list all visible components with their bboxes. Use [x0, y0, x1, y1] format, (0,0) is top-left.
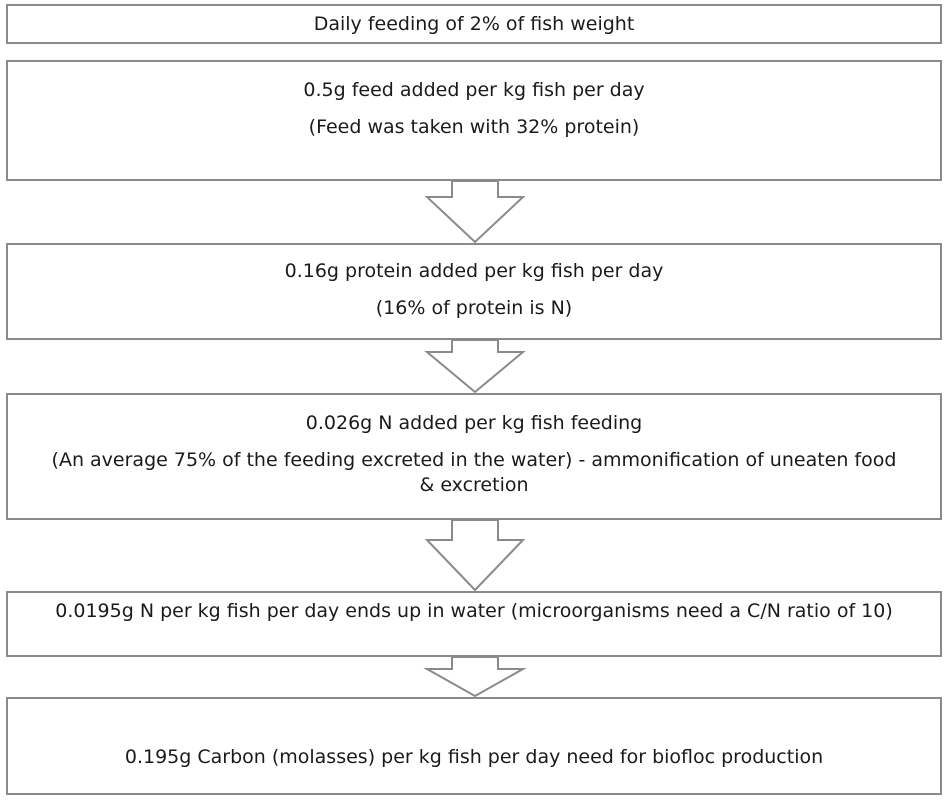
flow-step-4-text: 0.026g N added per kg fish feeding [305, 412, 643, 434]
flow-step-4-note: (An average 75% of the feeding excreted in the water) - ammonification of uneaten food & excretion [51, 449, 897, 496]
flow-step-3-note: (16% of protein is N) [375, 297, 573, 319]
flow-arrow-2 [425, 340, 525, 394]
flow-step-4 [6, 393, 942, 520]
flow-step-2-note: (Feed was taken with 32% protein) [308, 116, 640, 138]
flow-step-1 [6, 4, 942, 44]
flow-step-2-text: 0.5g feed added per kg fish per day [303, 79, 645, 101]
flow-arrow-1 [425, 181, 525, 244]
flow-arrow-4 [425, 657, 525, 698]
flow-arrow-3 [425, 520, 525, 592]
flow-step-6-text: 0.195g Carbon (molasses) per kg fish per day need for biofloc production [124, 746, 824, 768]
flow-step-3-text: 0.16g protein added per kg fish per day [284, 260, 664, 282]
flow-step-5-text: 0.0195g N per kg fish per day ends up in water (microorganisms need a C/N ratio of 10) [55, 600, 893, 622]
flow-step-6 [6, 697, 942, 795]
flow-step-3 [6, 243, 942, 340]
flow-step-5 [6, 591, 942, 657]
flow-step-1-text: Daily feeding of 2% of fish weight [313, 13, 635, 35]
flow-step-2 [6, 60, 942, 181]
